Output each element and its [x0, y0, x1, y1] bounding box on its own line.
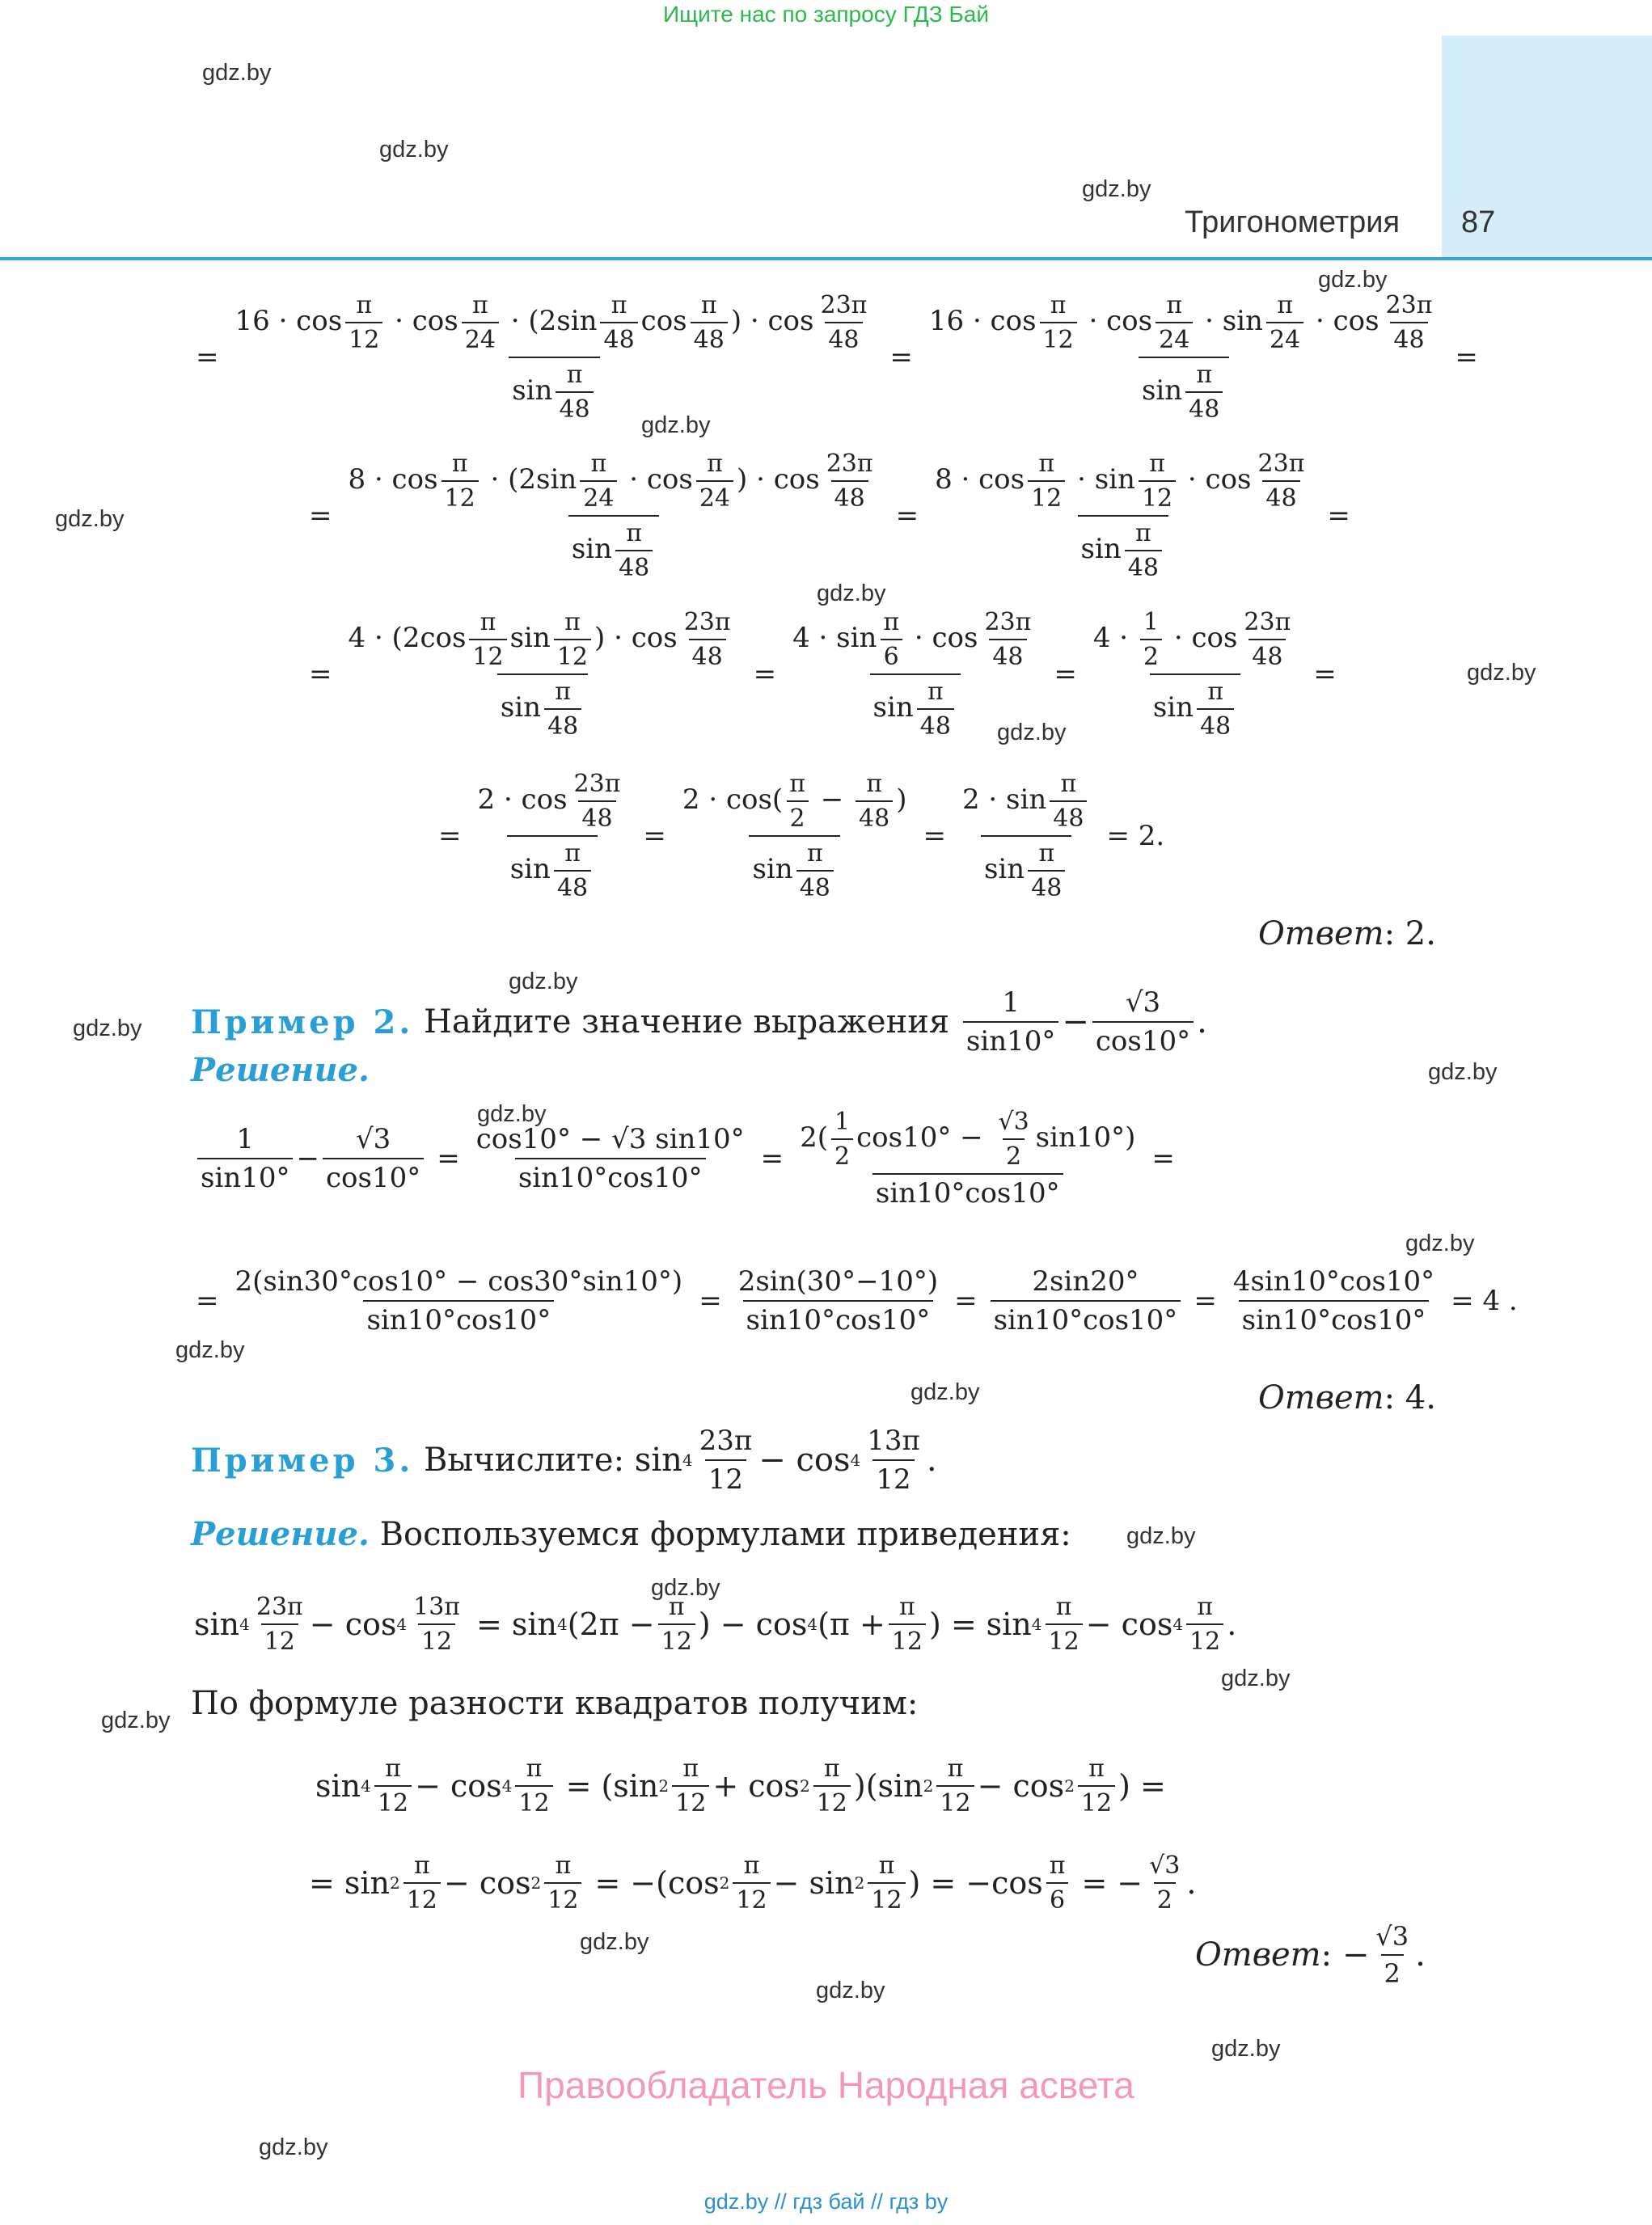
top-banner: Ищите нас по запросу ГДЗ Бай	[662, 2, 990, 27]
watermark: gdz.by	[911, 1379, 980, 1405]
watermark: gdz.by	[997, 720, 1067, 745]
watermark: gdz.by	[1221, 1666, 1291, 1691]
fraction: 16 · cos $\frac{\pi}{12}$ · cos $\frac{\pi}{24}$ · (2sin $\frac{\pi}{48}$ cos $\frac{\pi}{48}$ ) · cos $\frac{23\pi}{48}$ sin $\frac{\pi}{48}$	[234, 291, 868, 424]
solution-2-label: Решение.	[191, 1051, 370, 1089]
page-number: 87	[1461, 205, 1496, 239]
watermark: gdz.by	[1082, 176, 1151, 202]
answer-2: Ответ: 4.	[1258, 1379, 1436, 1416]
watermark: gdz.by	[1428, 1059, 1498, 1085]
header-rule	[0, 257, 1652, 260]
example-3-title: Пример 3. Вычислите: sin 4 $\frac{23\pi}{12}$ − cos 4 $\frac{13\pi}{12}$ .	[191, 1425, 937, 1496]
watermark: gdz.by	[816, 1978, 885, 2003]
answer-1: Ответ: 2.	[1258, 915, 1436, 952]
example-2-title: Пример 2. Найдите значение выражения $\frac{1}{\sin 10^\circ}$ − $\frac{√3}{\cos 10^\circ}$ .	[191, 986, 1207, 1058]
formula-line-4: = 2 · cos $\frac{23\pi}{48}$ sin $\frac{\pi}{48}$ = 2 · cos( $\frac{\pi}{2}$ − $\frac{\pi}{48}$ ) sin $\frac{\pi}{48}$ = 2 · sin $\frac{\pi}{48}$ sin $\frac{\pi}{48}$ = 2.	[438, 770, 1165, 902]
watermark: gdz.by	[1211, 2036, 1281, 2062]
watermark: gdz.by	[477, 1101, 547, 1127]
formula-line-2: = 8 · cos $\frac{\pi}{12}$ · (2sin $\frac{\pi}{24}$ · cos $\frac{\pi}{24}$ ) · cos $\frac{23\pi}{48}$ sin $\frac{\pi}{48}$ = 8 · cos $\frac{\pi}{12}$ · sin $\frac{\pi}{12}$ · cos $\frac{23\pi}{48}$ sin $\frac{\pi}{48}$ =	[309, 450, 1350, 582]
watermark: gdz.by	[175, 1337, 245, 1363]
solution-3-text: По формуле разности квадратов получим:	[191, 1685, 919, 1722]
formula-ex2-line-1: $\frac{1}{\sin 10^\circ}$ − $\frac{√3}{\cos 10^\circ}$ = $\frac{\cos 10^\circ - √3 \sin 10^\circ}{\sin 10^\circ\cos 10^\circ}$ = 2( $\frac{1}{2}$ cos10° − $\frac{√3}{2}$ sin10°) sin10°cos10° =	[194, 1108, 1185, 1210]
watermark: gdz.by	[1126, 1523, 1196, 1549]
watermark: gdz.by	[641, 412, 711, 438]
formula-ex3-line-2: sin 4 $\frac{\pi}{12}$ − cos 4 $\frac{\pi}{12}$ = ( sin 2 $\frac{\pi}{12}$ + cos 2 $\frac{\pi}{12}$ ) ( sin 2 $\frac{\pi}{12}$ − cos 2 $\frac{\pi}{12}$ ) =	[315, 1754, 1166, 1818]
watermark: gdz.by	[202, 60, 272, 86]
watermark: gdz.by	[101, 1708, 171, 1733]
fraction: 16 · cos $\frac{\pi}{12}$ · cos $\frac{\pi}{24}$ · sin $\frac{\pi}{24}$ · cos $\frac{23\pi}{48}$ sin $\frac{\pi}{48}$	[928, 291, 1433, 424]
watermark: gdz.by	[580, 1929, 649, 1955]
formula-ex3-line-3: = sin 2 $\frac{\pi}{12}$ − cos 2 $\frac{\pi}{12}$ = − ( cos 2 $\frac{\pi}{12}$ − sin 2 $\frac{\pi}{12}$ ) = − cos $\frac{\pi}{6}$ = − $\frac{√3}{2}$ .	[309, 1851, 1197, 1915]
watermark: gdz.by	[1405, 1231, 1475, 1256]
formula-ex3-line-1: sin 4 $\frac{23\pi}{12}$ − cos 4 $\frac{13\pi}{12}$ = sin 4 (2π − $\frac{\pi}{12}$ ) − cos 4 (π + $\frac{\pi}{12}$ ) = sin 4 $\frac{\pi}{12}$ − cos 4 $\frac{\pi}{12}$ .	[194, 1593, 1237, 1656]
watermark: gdz.by	[1318, 267, 1388, 293]
watermark: gdz.by	[509, 969, 578, 994]
watermark: gdz.by	[73, 1015, 142, 1041]
formula-ex2-line-2: = $\frac{2(\sin 30^\circ\cos 10^\circ - \cos 30^\circ\sin 10^\circ)}{\sin 10^\circ\cos 10^\circ}$ = $\frac{2\sin(30^\circ-10^\circ)}{\sin 10^\circ\cos 10^\circ}$ = $\frac{2\sin 20^\circ}{\sin 10^\circ\cos 10^\circ}$ = $\frac{4\sin 10^\circ\cos 10^\circ}{\sin 10^\circ\cos 10^\circ}$ = 4 .	[196, 1265, 1518, 1336]
watermark: gdz.by	[259, 2134, 328, 2160]
footer-links[interactable]: gdz.by // гдз бай // гдз by	[703, 2189, 949, 2214]
formula-line-1: = 16 · cos $\frac{\pi}{12}$ · cos $\frac{\pi}{24}$ · (2sin $\frac{\pi}{48}$ cos $\frac{\pi}{48}$ ) · cos $\frac{23\pi}{48}$ sin $\frac{\pi}{48}$ = 16 · cos $\frac{\pi}{12}$ · cos $\frac{\pi}{24}$ · sin $\frac{\pi}{24}$ · cos $\frac{23\pi}{48}$ sin $\frac{\pi}{48}$ =	[196, 291, 1478, 424]
section-title: Тригонометрия	[1185, 205, 1401, 239]
copyright-owner: Правообладатель Народная асвета	[518, 2064, 1134, 2106]
watermark: gdz.by	[55, 506, 125, 532]
formula-line-3: = 4 · (2cos $\frac{\pi}{12}$ sin $\frac{\pi}{12}$ ) · cos $\frac{23\pi}{48}$ sin $\frac{\pi}{48}$ = 4 · sin $\frac{\pi}{6}$ · cos $\frac{23\pi}{48}$ sin $\frac{\pi}{48}$ = 4 · $\frac{1}{2}$ · cos $\frac{23\pi}{48}$ sin $\frac{\pi}{48}$ =	[309, 608, 1337, 741]
watermark: gdz.by	[651, 1575, 720, 1601]
watermark: gdz.by	[1467, 660, 1536, 686]
solution-3-intro: Решение. Воспользуемся формулами приведения:	[191, 1515, 1071, 1553]
watermark: gdz.by	[817, 581, 886, 606]
answer-3: Ответ : − $\frac{√3}{2}$ .	[1195, 1921, 1426, 1989]
watermark: gdz.by	[379, 137, 449, 163]
